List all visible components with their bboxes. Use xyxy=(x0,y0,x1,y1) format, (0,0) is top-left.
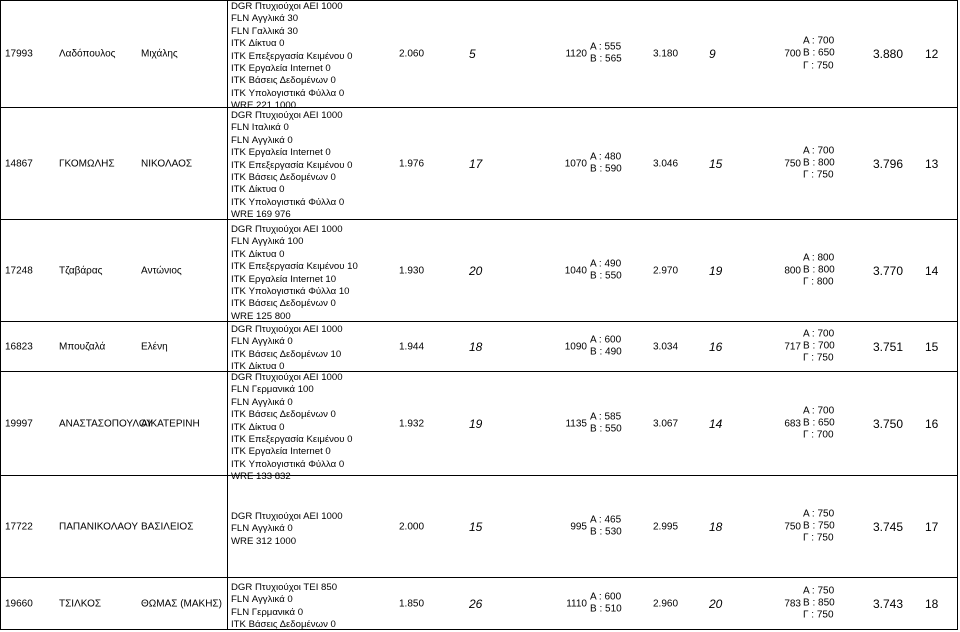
surname: ΓΚΟΜΩΛΗΣ xyxy=(59,158,115,169)
sub-scores-ab xyxy=(590,411,622,436)
applicant-id: 19660 xyxy=(5,598,33,609)
qualification-item: FLN Αγγλικά 0 xyxy=(231,523,293,535)
surname: ΑΝΑΣΤΑΣΟΠΟΥΛΟΥ xyxy=(59,418,153,429)
value-1: 1070 xyxy=(564,158,587,169)
value-3: 750 xyxy=(784,158,801,169)
sub-score: Α : 700 xyxy=(803,144,835,156)
qualification-item: ITK Δίκτυα 0 xyxy=(231,361,285,373)
surname: Τζαβάρας xyxy=(59,265,103,276)
sub-score: Γ : 750 xyxy=(803,169,834,181)
qualification-item: DGR Πτυχιούχοι ΑΕΙ 1000 xyxy=(231,1,343,12)
score-2: 2.960 xyxy=(653,598,679,609)
score-2: 3.067 xyxy=(653,418,679,429)
qualification-item: WRE 221 1000 xyxy=(231,100,297,112)
sub-score: Β : 750 xyxy=(803,520,835,532)
qualification-item: ITK Υπολογιστικά Φύλλα 0 xyxy=(231,458,345,470)
sub-score: Β : 590 xyxy=(590,163,622,175)
surname: Μπουζαλά xyxy=(59,341,106,352)
qualification-item: ITK Δίκτυα 0 xyxy=(231,248,285,260)
column-divider xyxy=(227,578,228,629)
sub-score: Γ : 750 xyxy=(803,609,834,621)
sub-score: Γ : 700 xyxy=(803,429,834,441)
column-divider xyxy=(227,372,228,475)
sub-score: Β : 490 xyxy=(590,346,622,358)
surname: Λαδόπουλος xyxy=(59,48,116,60)
applicant-id: 17993 xyxy=(5,48,33,60)
score-1: 2.060 xyxy=(399,48,425,60)
qualification-item: FLN Αγγλικά 30 xyxy=(231,13,299,25)
rank-2: 20 xyxy=(709,596,723,611)
sub-score: Γ : 750 xyxy=(803,352,834,364)
column-divider xyxy=(227,1,228,107)
qualification-item: ITK Επεξεργασία Κειμένου 10 xyxy=(231,261,358,273)
applicant-id: 17248 xyxy=(5,265,33,276)
value-1: 1040 xyxy=(564,265,587,276)
total-score: 3.751 xyxy=(873,339,904,354)
sub-score: Α : 490 xyxy=(590,258,622,270)
qualifications-list xyxy=(231,108,353,219)
qualification-item: FLN Αγγλικά 0 xyxy=(231,134,293,146)
qualification-item: WRE 125 800 xyxy=(231,310,291,322)
qualification-item: ITK Δίκτυα 0 xyxy=(231,421,285,433)
sub-score: Α : 700 xyxy=(803,35,835,47)
final-rank: 17 xyxy=(925,519,939,534)
table-row xyxy=(0,0,958,112)
total-score: 3.796 xyxy=(873,156,904,171)
qualification-item: ITK Υπολογιστικά Φύλλα 0 xyxy=(231,87,345,99)
sub-score: Α : 555 xyxy=(590,41,622,53)
value-3: 750 xyxy=(784,521,801,532)
sub-score: Β : 800 xyxy=(803,264,835,276)
table-row xyxy=(0,322,958,372)
rank-1: 26 xyxy=(469,596,483,611)
total-score: 3.745 xyxy=(873,519,904,534)
score-2: 3.180 xyxy=(653,48,679,60)
table-row xyxy=(0,578,958,630)
qualification-item: ITK Επεξεργασία Κειμένου 0 xyxy=(231,434,353,446)
value-1: 1090 xyxy=(564,341,587,352)
sub-score: Γ : 750 xyxy=(803,532,834,544)
qualification-item: FLN Γερμανικά 100 xyxy=(231,384,314,396)
qualifications-list xyxy=(231,220,358,321)
sub-score: Β : 650 xyxy=(803,47,835,59)
value-3: 717 xyxy=(784,341,801,352)
score-1: 1.932 xyxy=(399,418,425,429)
sub-score: Β : 800 xyxy=(803,157,835,169)
sub-scores-ab xyxy=(590,258,622,283)
total-score: 3.880 xyxy=(873,47,904,61)
final-rank: 16 xyxy=(925,416,939,431)
sub-score: Α : 700 xyxy=(803,404,835,416)
qualification-item: ITK Δίκτυα 0 xyxy=(231,38,285,50)
qualification-item: ITK Επεξεργασία Κειμένου 0 xyxy=(231,50,353,62)
value-3: 700 xyxy=(784,48,801,60)
column-divider xyxy=(227,220,228,321)
score-1: 1.850 xyxy=(399,598,425,609)
rank-2: 9 xyxy=(709,47,716,61)
qualifications-list xyxy=(231,322,343,371)
sub-score: Β : 565 xyxy=(590,54,622,65)
first-name: ΑΙΚΑΤΕΡΙΝΗ xyxy=(141,418,200,429)
qualification-item: ITK Υπολογιστικά Φύλλα 10 xyxy=(231,286,350,298)
sub-scores-ab xyxy=(590,514,622,539)
score-2: 2.995 xyxy=(653,521,679,532)
value-1: 1110 xyxy=(566,598,587,609)
qualification-item: FLN Αγγλικά 0 xyxy=(231,594,293,606)
value-3: 783 xyxy=(784,598,801,609)
rank-2: 18 xyxy=(709,519,723,534)
sub-score: Β : 850 xyxy=(803,597,835,609)
qualifications-list xyxy=(231,1,353,112)
first-name: Αντώνιος xyxy=(141,265,182,276)
qualification-item: WRE 312 1000 xyxy=(231,535,297,547)
qualification-item: FLN Αγγλικά 0 xyxy=(231,336,293,348)
qualification-item: ITK Βάσεις Δεδομένων 0 xyxy=(231,409,336,421)
sub-score: Γ : 750 xyxy=(803,60,834,72)
column-divider xyxy=(227,322,228,371)
sub-score: Α : 585 xyxy=(590,411,622,423)
qualification-item: FLN Αγγλικά 100 xyxy=(231,236,304,248)
sub-score: Α : 750 xyxy=(803,507,835,519)
qualification-item: ITK Βάσεις Δεδομένων 0 xyxy=(231,75,336,87)
rank-2: 15 xyxy=(709,156,723,171)
qualification-item: FLN Ιταλικά 0 xyxy=(231,122,289,134)
first-name: ΒΑΣΙΛΕΙΟΣ xyxy=(141,521,194,532)
value-1: 995 xyxy=(570,521,587,532)
first-name: ΘΩΜΑΣ (ΜΑΚΗΣ) xyxy=(141,598,222,609)
qualification-item: FLN Γερμανικά 0 xyxy=(231,606,304,618)
final-rank: 15 xyxy=(925,339,939,354)
sub-score: Β : 530 xyxy=(590,526,622,538)
sub-score: Γ : 800 xyxy=(803,276,834,288)
column-divider xyxy=(227,476,228,577)
final-rank: 18 xyxy=(925,596,939,611)
qualification-item: DGR Πτυχιούχοι ΑΕΙ 1000 xyxy=(231,110,343,121)
table-row xyxy=(0,108,958,220)
qualification-item: ITK Εργαλεία Internet 10 xyxy=(231,273,337,285)
sub-score: Β : 550 xyxy=(590,423,622,435)
table-row xyxy=(0,476,958,578)
sub-scores-abc xyxy=(803,252,835,289)
qualification-item: ITK Δίκτυα 0 xyxy=(231,184,285,196)
sub-scores-ab xyxy=(590,334,622,359)
sub-scores-abc xyxy=(803,508,835,545)
sub-score: Α : 600 xyxy=(590,591,622,603)
surname: ΠΑΠΑΝΙΚΟΛΑΟΥ xyxy=(59,521,139,532)
sub-score: Β : 650 xyxy=(803,417,835,429)
sub-score: Α : 750 xyxy=(803,584,835,596)
rank-2: 19 xyxy=(709,263,723,278)
score-2: 2.970 xyxy=(653,265,679,276)
qualification-item: DGR Πτυχιούχοι ΑΕΙ 1000 xyxy=(231,224,343,235)
rank-1: 20 xyxy=(469,263,483,278)
rank-1: 18 xyxy=(469,339,483,354)
qualification-item: FLN Αγγλικά 0 xyxy=(231,396,293,408)
applicant-id: 16823 xyxy=(5,341,33,352)
qualification-item: ITK Βάσεις Δεδομένων 10 xyxy=(231,348,342,360)
qualification-item: DGR Πτυχιούχοι ΑΕΙ 1000 xyxy=(231,324,343,335)
sub-score: Β : 550 xyxy=(590,270,622,282)
table-row xyxy=(0,220,958,322)
qualification-item: ITK Βάσεις Δεδομένων 0 xyxy=(231,172,336,184)
final-rank: 12 xyxy=(925,47,939,61)
value-3: 683 xyxy=(784,418,801,429)
sub-scores-abc xyxy=(803,328,835,365)
total-score: 3.743 xyxy=(873,596,904,611)
score-1: 1.930 xyxy=(399,265,425,276)
sub-scores-ab xyxy=(590,591,622,616)
rank-2: 16 xyxy=(709,339,723,354)
qualifications-list xyxy=(231,372,353,483)
rank-1: 19 xyxy=(469,416,483,431)
sub-score: Α : 600 xyxy=(590,334,622,346)
rank-2: 14 xyxy=(709,416,723,431)
qualifications-list xyxy=(231,578,337,629)
table-row xyxy=(0,372,958,483)
score-2: 3.046 xyxy=(653,158,679,169)
qualification-item: ITK Εργαλεία Internet 0 xyxy=(231,446,331,458)
qualification-item: DGR Πτυχιούχοι ΑΕΙ 1000 xyxy=(231,372,343,383)
qualification-item: ITK Υπολογιστικά Φύλλα 0 xyxy=(231,196,345,208)
score-1: 2.000 xyxy=(399,521,425,532)
sub-score: Β : 700 xyxy=(803,340,835,352)
qualification-item: WRE 133 832 xyxy=(231,471,291,483)
applicant-id: 17722 xyxy=(5,521,33,532)
first-name: Μιχάλης xyxy=(141,48,178,60)
value-3: 800 xyxy=(784,265,801,276)
qualification-item: DGR Πτυχιούχοι ΑΕΙ 1000 xyxy=(231,511,343,522)
qualification-item: ITK Εργαλεία Internet 0 xyxy=(231,63,331,75)
first-name: Ελένη xyxy=(141,341,168,352)
qualification-item: ITK Βάσεις Δεδομένων 0 xyxy=(231,619,336,631)
value-1: 1120 xyxy=(565,48,587,60)
sub-score: Α : 465 xyxy=(590,514,622,526)
sub-scores-ab xyxy=(590,151,622,176)
rank-1: 15 xyxy=(469,519,483,534)
sub-score: Α : 700 xyxy=(803,327,835,339)
rank-1: 5 xyxy=(469,47,476,61)
qualification-item: WRE 169 976 xyxy=(231,209,291,221)
score-2: 3.034 xyxy=(653,341,679,352)
sub-scores-abc xyxy=(803,585,835,622)
applicant-id: 19997 xyxy=(5,418,33,429)
sub-score: Β : 510 xyxy=(590,603,622,615)
rank-1: 17 xyxy=(469,156,483,171)
qualification-item: ITK Επεξεργασία Κειμένου 0 xyxy=(231,159,353,171)
total-score: 3.770 xyxy=(873,263,904,278)
qualification-item: ITK Βάσεις Δεδομένων 0 xyxy=(231,298,336,310)
qualification-item: FLN Γαλλικά 30 xyxy=(231,25,298,37)
sub-scores-abc xyxy=(803,145,835,182)
total-score: 3.750 xyxy=(873,416,904,431)
score-1: 1.976 xyxy=(399,158,425,169)
sub-scores-abc xyxy=(803,405,835,442)
score-1: 1.944 xyxy=(399,341,425,352)
qualifications-list xyxy=(231,476,343,577)
sub-score: Α : 480 xyxy=(590,151,622,163)
surname: ΤΣΙΛΚΟΣ xyxy=(59,598,102,609)
qualification-item: ITK Εργαλεία Internet 0 xyxy=(231,147,331,159)
sub-scores-ab xyxy=(590,42,622,67)
sub-score: Α : 800 xyxy=(803,251,835,263)
sub-scores-abc xyxy=(803,35,835,72)
qualification-item: DGR Πτυχιούχοι ΤΕΙ 850 xyxy=(231,582,338,593)
applicant-id: 14867 xyxy=(5,158,33,169)
value-1: 1135 xyxy=(565,418,587,429)
column-divider xyxy=(227,108,228,219)
final-rank: 14 xyxy=(925,263,939,278)
final-rank: 13 xyxy=(925,156,939,171)
first-name: ΝΙΚΟΛΑΟΣ xyxy=(141,158,193,169)
